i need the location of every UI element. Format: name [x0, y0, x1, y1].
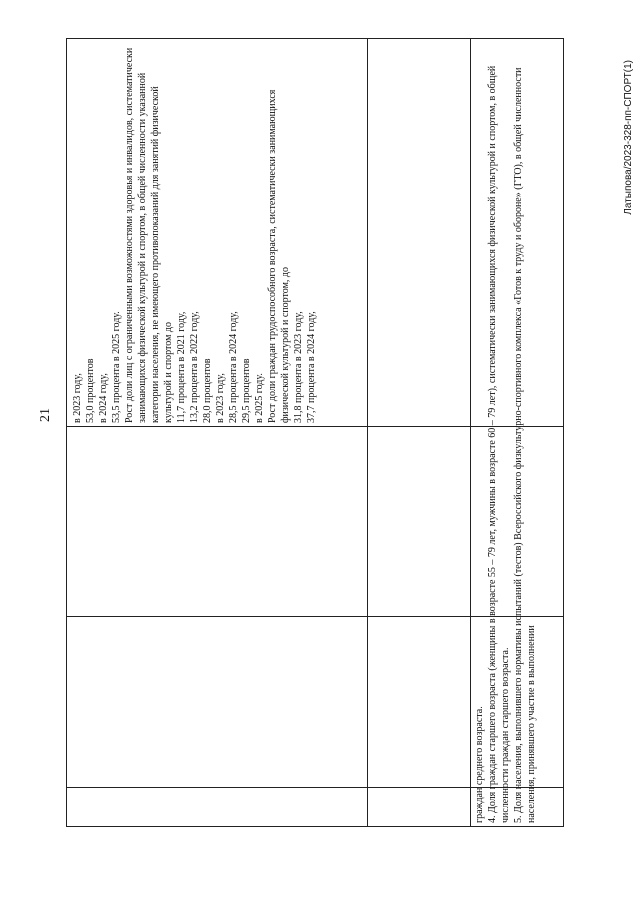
table-cell-upper-right: граждан среднего возраста. 4. Доля граждан старшего возраста (женщины в возрасте 55 – 79 лет, мужчины в возрасте 60 – 79 лет), систематически занимающихся физической культурой и спортом, в общей численности граждан старшего возраста. 5. Доля населения, выполнившего нормативы испытаний (тестов) Всероссийского физкультурно-спортивного комплекса «Готов к труду и обороне» (ГТО), в общей численности населения, принявшего участие в выполнении — [474, 65, 537, 823]
page-number: 21 — [38, 408, 53, 422]
table-cell-upper-left: в 2023 году, 53,0 процентов в 2024 году, 53,5 процента в 2025 году. Рост доли лиц с ограниченными возможностями здоровья и инвалидов, систематически занимающихся физической культурой и спортом, в общей численности указанной категории населения, не имеющего противопоказаний для занятий физической культурой и спортом до 11,7 процента в 2021 году, 13,2 процента в 2022 году, 28,0 процентов в 2023 году, 28,5 процента в 2024 году, 29,5 процентов в 2025 году. Рост доли граждан трудоспособного возраста, систематически занимающихся физической культурой и спортом, до 31,8 процента в 2023 году, 37,7 процента в 2024 году, — [72, 47, 317, 423]
document-table — [66, 38, 564, 827]
table-column-divider — [367, 39, 368, 826]
table-column-divider — [470, 39, 471, 826]
document-side-note: Латыпова/2023-328-пп-СПОРТ(1) — [623, 60, 634, 215]
